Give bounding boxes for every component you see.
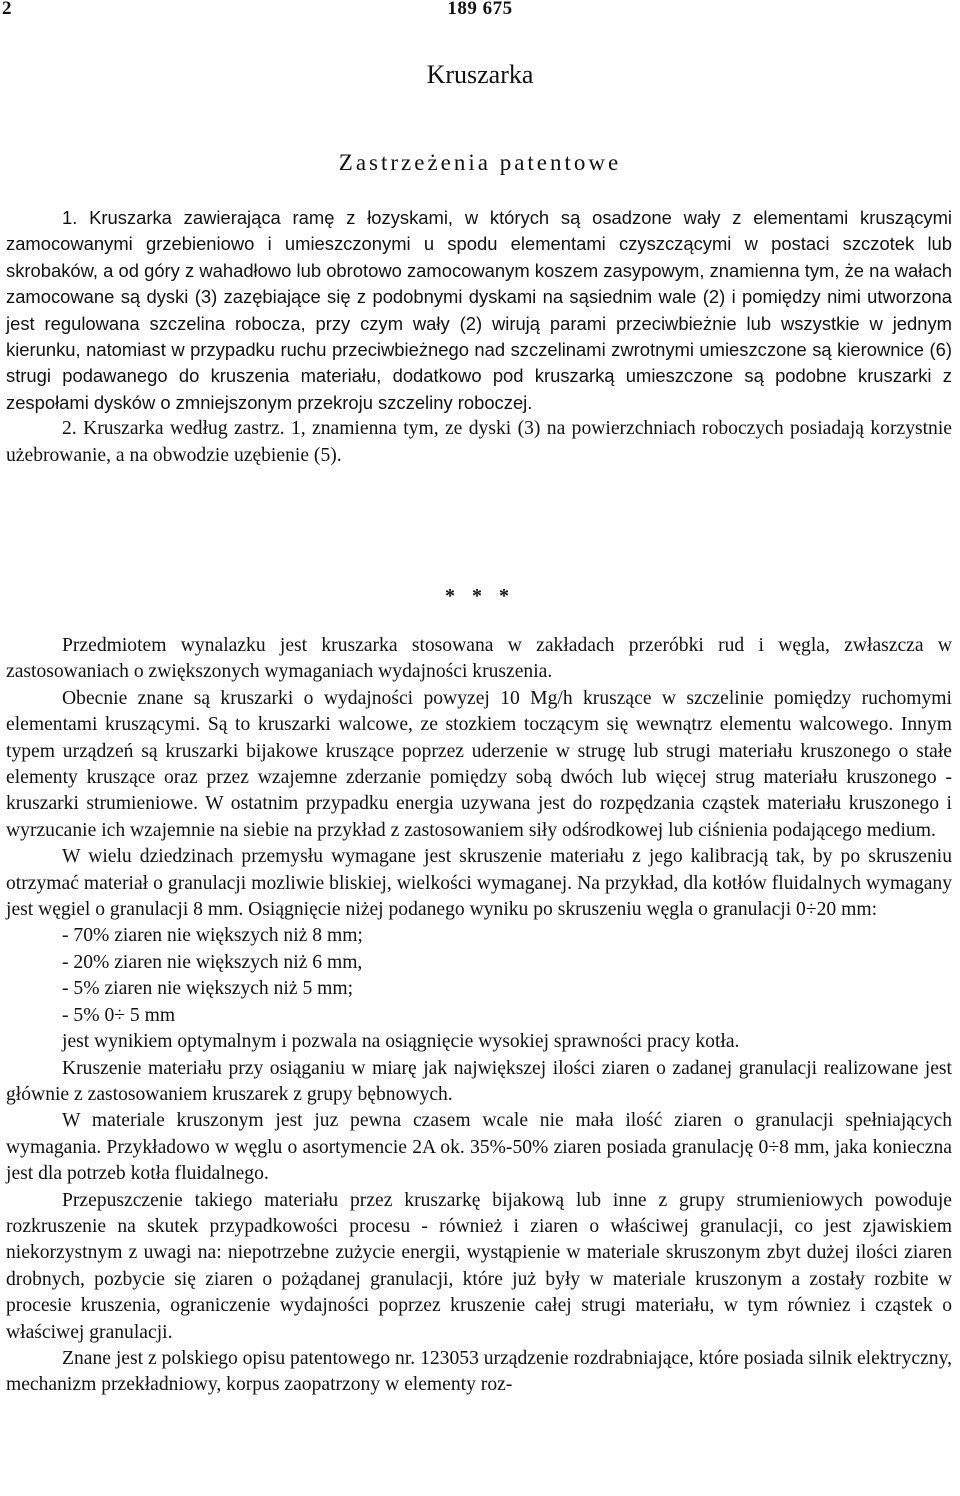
- page-header: [0, 0, 960, 28]
- description-paragraph: W materiale kruszonym jest juz pewna czasem wcale nie mała ilość ziaren o granulacji spełniających wymagania. Przykładowo w węglu o asortymencie 2A ok. 35%-50% ziaren posiada granulację 0÷8 mm, jaka konieczna jest dla potrzeb kotła fluidalnego.: [6, 1110, 952, 1185]
- list-item: - 5% 0÷ 5 mm: [62, 1004, 176, 1026]
- list-item: - 5% ziaren nie większych niż 5 mm;: [62, 978, 354, 1000]
- claims-section: [6, 205, 952, 469]
- claim-1: 1. Kruszarka zawierająca ramę z łozyskami, w których są osadzone wały z elementami kruszącymi zamocowanymi grzebieniowo i umieszczonymi u spodu elementami czyszczącymi w postaci szczotek lub skrobaków, a od góry z wahadłowo lub obrotowo zamocowanym koszem zasypowym, znamienna tym, że na wałach zamocowane są dyski (3) zazębiające się z podobnymi dyskami na sąsiednim wale (2) i pomiędzy nimi utworzona jest regulowana szczelina robocza, przy czym wały (2) wirują parami przeciwbieżnie lub wszystkie w jednym kierunku, natomiast w przypadku ruchu przeciwbieżnego nad szczelinami zwrotnymi umieszczone są kierownice (6) strugi podawanego do kruszenia materiału, dodatkowo pod kruszarką umieszczone są podobne kruszarki z zespołami dysków o zmniejszonym przekroju szczeliny roboczej.: [6, 207, 952, 413]
- section-separator: * * *: [445, 585, 515, 607]
- description-section: [6, 633, 952, 1399]
- list-item: - 70% ziaren nie większych niż 8 mm;: [62, 925, 363, 947]
- claims-heading: Zastrzeżenia patentowe: [338, 150, 622, 175]
- description-paragraph: Kruszenie materiału przy osiąganiu w miarę jak największej ilości ziaren o zadanej granulacji realizowane jest głównie z zastosowaniem kruszarek z grupy bębnowych.: [6, 1057, 952, 1105]
- description-paragraph: Znane jest z polskiego opisu patentowego nr. 123053 urządzenie rozdrabniające, które posiada silnik elektryczny, mechanizm przekładniowy, korpus zaopatrzony w elementy roz-: [6, 1347, 952, 1396]
- description-paragraph: W wielu dziedzinach przemysłu wymagane jest skruszenie materiału z jego kalibracją tak, by po skruszeniu otrzymać materiał o granulacji mozliwie bliskiej, wielkości wymaganej. Na przykład, dla kotłów fluidalnych wymagany jest węgiel o granulacji 8 mm. Osiągnięcie niżej podanego wyniku po skruszeniu węgla o granulacji 0÷20 mm:: [6, 846, 952, 921]
- page-number: 2: [2, 0, 12, 19]
- claim-2: 2. Kruszarka według zastrz. 1, znamienna tym, ze dyski (3) na powierzchniach roboczych posiadają korzystnie użebrowanie, a na obwodzie uzębienie (5).: [6, 418, 952, 466]
- description-paragraph: Obecnie znane są kruszarki o wydajności powyzej 10 Mg/h kruszące w szczelinie pomiędzy ruchomymi elementami kruszącymi. Są to kruszarki walcowe, ze stozkiem toczącym się wewnątrz elementu walcowego. Innym typem urządzeń są kruszarki bijakowe kruszące poprzez uderzenie w strugę lub strugi materiału kruszonego o stałe elementy kruszące oraz przez wzajemne zderzanie pomiędzy sobą dwóch lub więcej strug materiału kruszonego - kruszarki strumieniowe. W ostatnim przypadku energia uzywana jest do rozpędzania cząstek materiału kruszonego i wyrzucanie ich wzajemnie na siebie na przykład z zastosowaniem siły odśrodkowej lub ciśnienia podającego medium.: [6, 687, 952, 841]
- description-paragraph: Przepuszczenie takiego materiału przez kruszarkę bijakową lub inne z grupy strumieniowych powoduje rozkruszenie na skutek przypadkowości procesu - również i ziaren o właściwej granulacji, co jest zjawiskiem niekorzystnym z uwagi na: niepotrzebne zużycie energii, wystąpienie w materiale skruszonym zbyt dużej ilości ziaren drobnych, pozbycie się ziaren o pożądanej granulacji, które już były w materiale kruszonym a zostały rozbite w procesie kruszenia, ograniczenie wydajności poprzez kruszenie całej strugi materiału, w tym równiez i cząstek o właściwej granulacji.: [6, 1189, 952, 1343]
- document-title: Kruszarka: [426, 60, 534, 89]
- description-paragraph: Przedmiotem wynalazku jest kruszarka stosowana w zakładach przeróbki rud i węgla, zwłaszcza w zastosowaniach o zwiększonych wymaganiach wydajności kruszenia.: [6, 635, 952, 683]
- list-item: - 20% ziaren nie większych niż 6 mm,: [62, 951, 363, 973]
- document-number: 189 675: [447, 0, 513, 19]
- description-paragraph: jest wynikiem optymalnym i pozwala na osiągnięcie wysokiej sprawności pracy kotła.: [62, 1031, 740, 1053]
